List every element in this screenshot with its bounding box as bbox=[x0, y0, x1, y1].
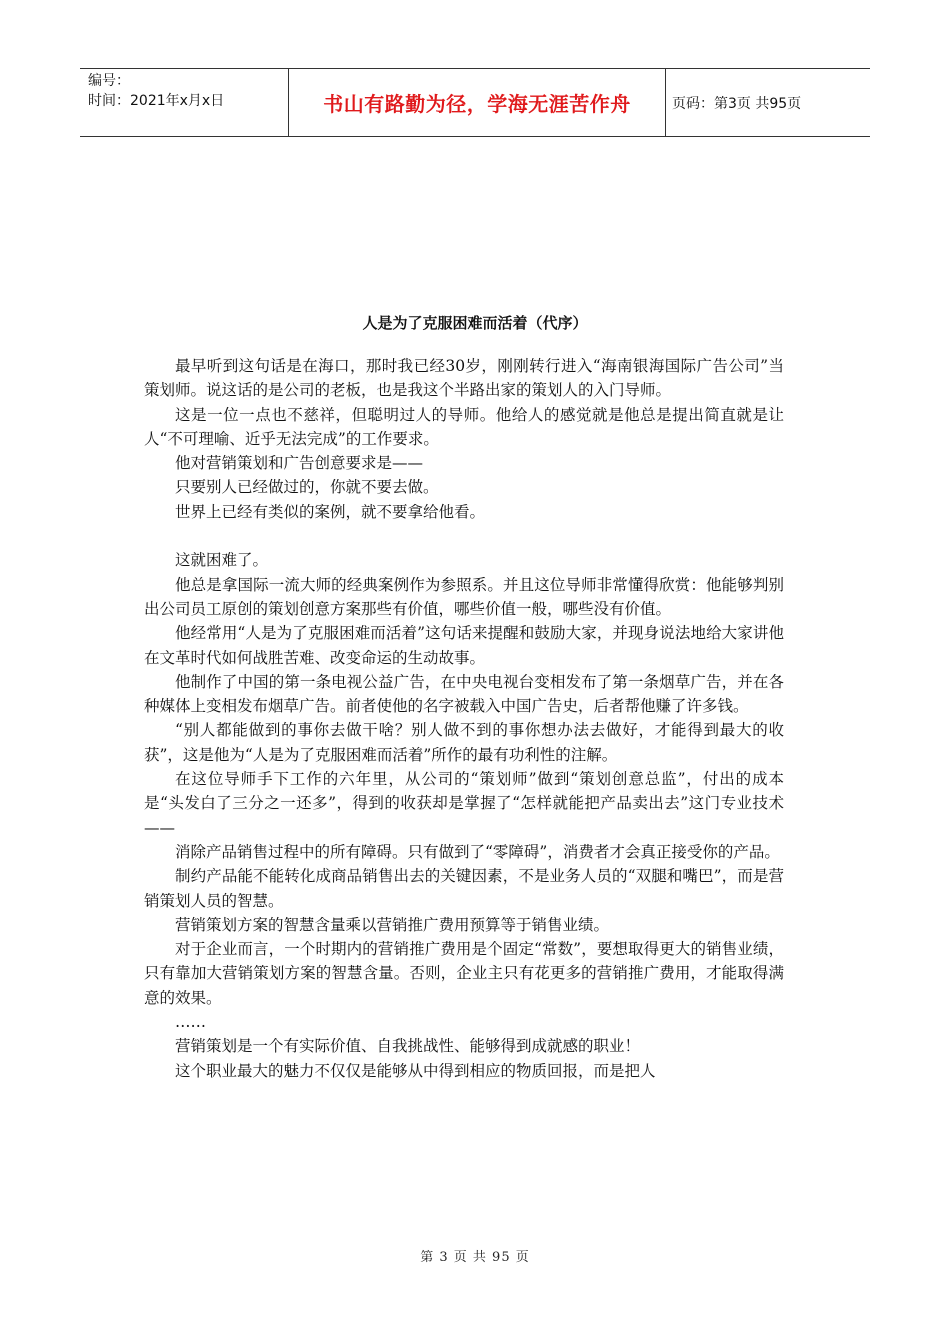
paragraph: 他对营销策划和广告创意要求是—— bbox=[175, 454, 424, 473]
document-title: 人是为了克服困难而活着（代序） bbox=[362, 314, 588, 332]
paragraph: 消除产品销售过程中的所有障碍。只有做到了“零障碍”，消费者才会真正接受你的产品。 bbox=[175, 842, 780, 861]
document-time-label: 时间：2021年x月x日 bbox=[88, 93, 225, 109]
paragraph: 营销策划是一个有实际价值、自我挑战性、能够得到成就感的职业！ bbox=[175, 1037, 641, 1056]
page-footer: 第 3 页 共 95 页 bbox=[420, 1250, 530, 1265]
header-page-info: 页码：第3页 共95页 bbox=[672, 95, 802, 112]
paragraph: 这就困难了。 bbox=[175, 551, 269, 570]
header-meta bbox=[80, 69, 288, 136]
document-body bbox=[144, 354, 784, 1083]
paragraph: 这个职业最大的魅力不仅仅是能够从中得到相应的物质回报，而是把人 bbox=[175, 1061, 656, 1080]
header-motto: 书山有路勤为径，学海无涯苦作舟 bbox=[288, 69, 666, 136]
document-number-label: 编号： bbox=[88, 73, 130, 89]
paragraph: “别人都能做到的事你去做干啥？别人做不到的事你想办法去做好，才能得到最大的收获”，这是他为“人是为了克服困难而活着”所作的最有功利性的注解。 bbox=[144, 721, 784, 764]
paragraph: 在这位导师手下工作的六年里，从公司的“策划师”做到“策划创意总监”，付出的成本是“头发白了三分之一还多”，得到的收获却是掌握了“怎样就能把产品卖出去”这门专业技术—— bbox=[144, 770, 784, 837]
paragraph: 只要别人已经做过的，你就不要去做。 bbox=[175, 478, 439, 497]
paragraph: 他经常用“人是为了克服困难而活着”这句话来提醒和鼓励大家，并现身说法地给大家讲他在文革时代如何战胜苦难、改变命运的生动故事。 bbox=[144, 624, 784, 667]
paragraph: …… bbox=[175, 1013, 206, 1032]
page-header bbox=[80, 68, 870, 137]
paragraph: 对于企业而言，一个时期内的营销推广费用是个固定“常数”，要想取得更大的销售业绩，只有靠加大营销策划方案的智慧含量。否则，企业主只有花更多的营销推广费用，才能取得满意的效果。 bbox=[144, 940, 784, 1007]
paragraph: 他制作了中国的第一条电视公益广告，在中央电视台变相发布了第一条烟草广告，并在各种媒体上变相发布烟草广告。前者使他的名字被载入中国广告史，后者帮他赚了许多钱。 bbox=[144, 672, 784, 716]
paragraph: 营销策划方案的智慧含量乘以营销推广费用预算等于销售业绩。 bbox=[175, 915, 610, 934]
paragraph: 制约产品能不能转化成商品销售出去的关键因素，不是业务人员的“双腿和嘴巴”，而是营销策划人员的智慧。 bbox=[144, 867, 784, 910]
paragraph: 世界上已经有类似的案例，就不要拿给他看。 bbox=[175, 502, 486, 521]
paragraph: 他总是拿国际一流大师的经典案例作为参照系。并且这位导师非常懂得欣赏：他能够判别出公司员工原创的策划创意方案那些有价值，哪些价值一般，哪些没有价值。 bbox=[144, 575, 784, 618]
paragraph: 这是一位一点也不慈祥，但聪明过人的导师。他给人的感觉就是他总是提出简直就是让人“不可理喻、近乎无法完成”的工作要求。 bbox=[144, 405, 784, 448]
paragraph: 最早听到这句话是在海口，那时我已经30岁，刚刚转行进入“海南银海国际广告公司”当策划师。说这话的是公司的老板，也是我这个半路出家的策划人的入门导师。 bbox=[144, 357, 784, 400]
